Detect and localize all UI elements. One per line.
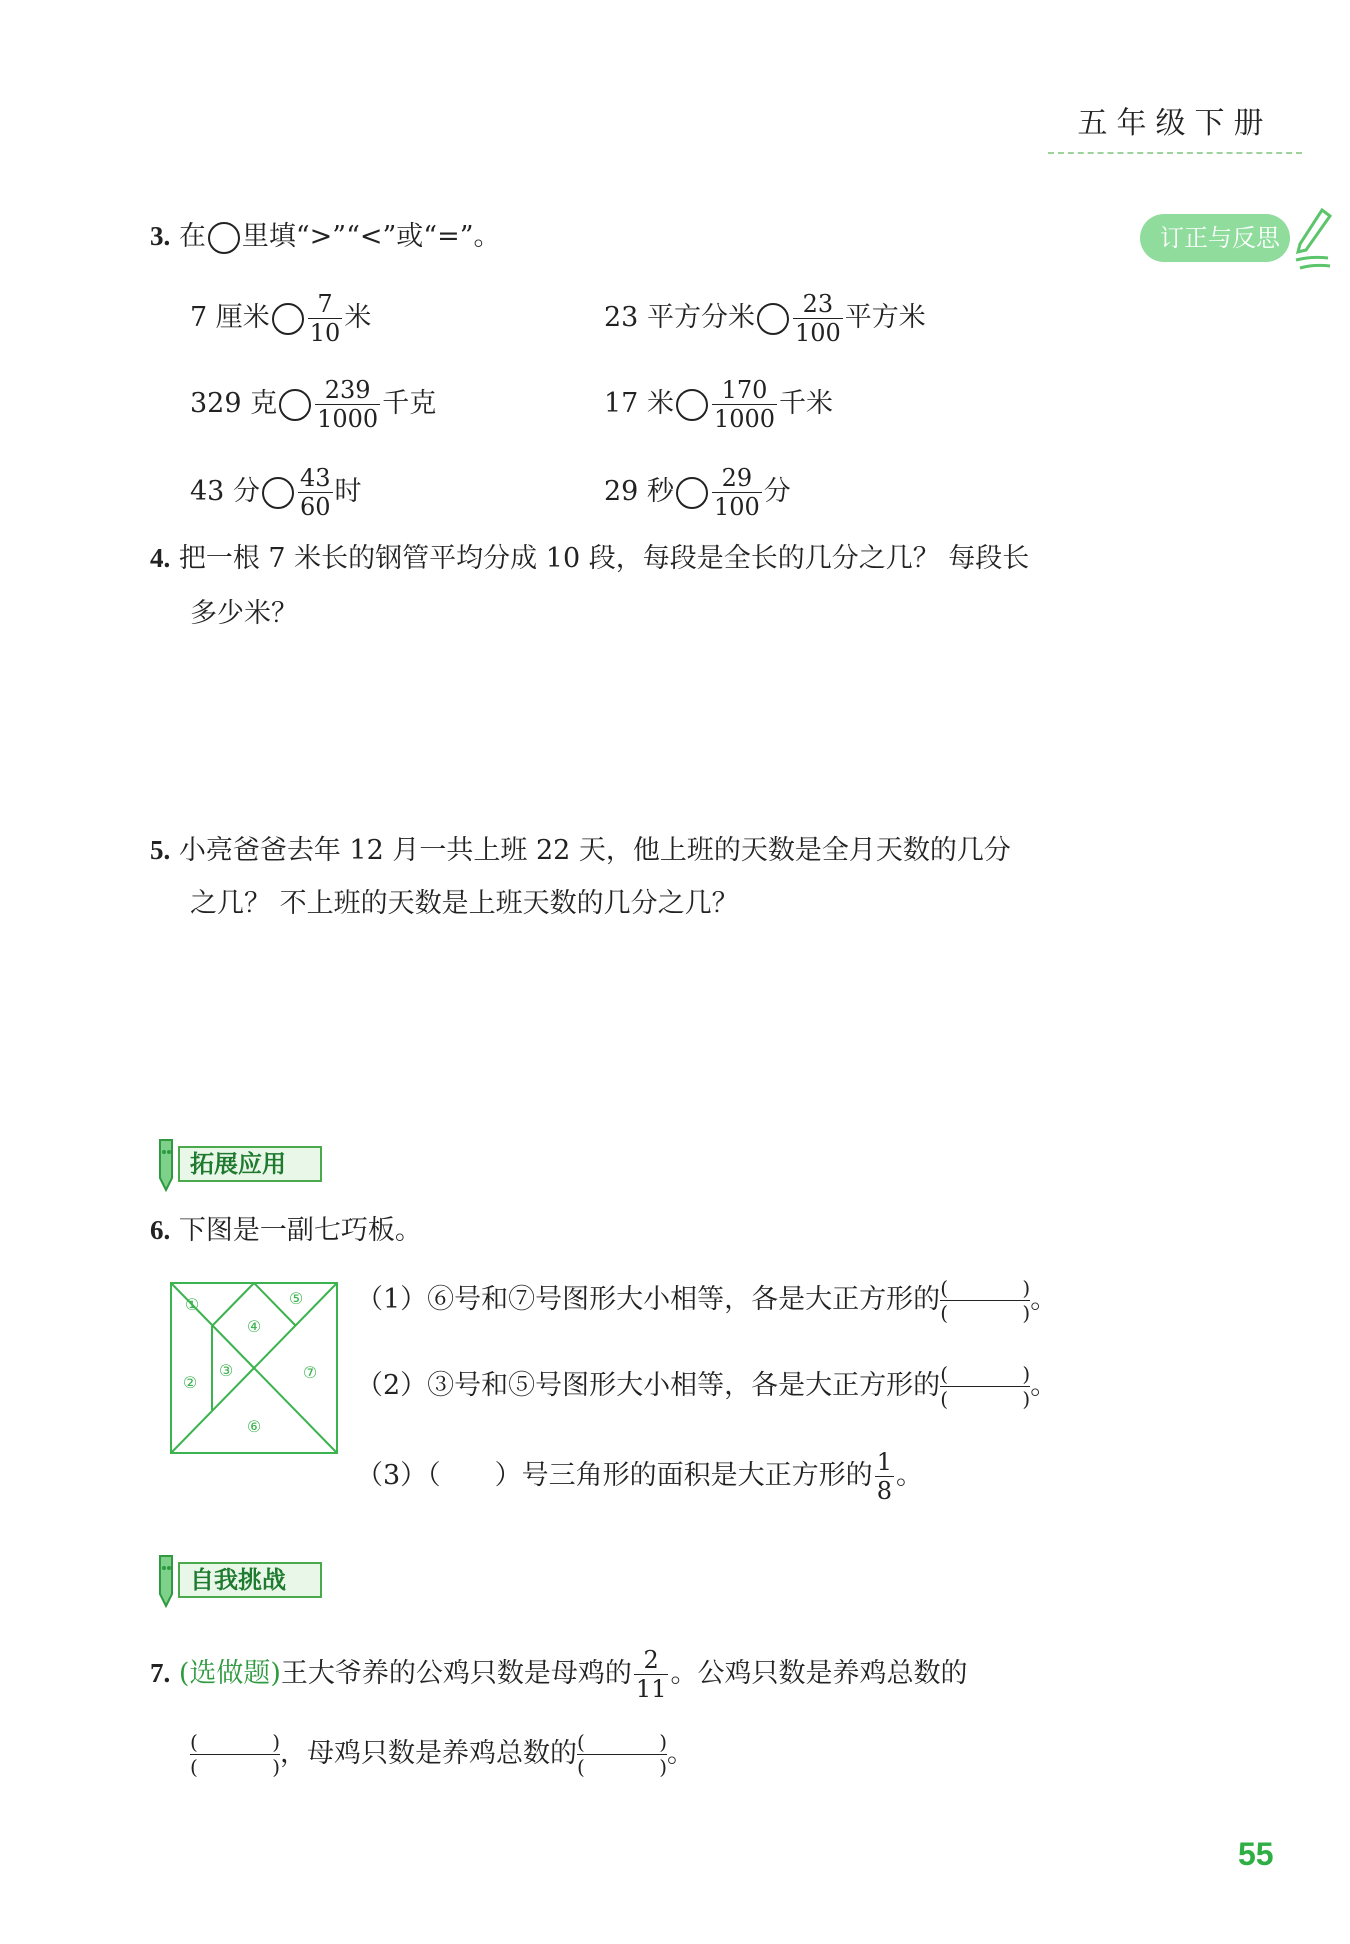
blank-fraction[interactable]: ( ) ( ) <box>940 1362 1031 1411</box>
question-6-part-2 <box>356 1362 1057 1411</box>
answer-area[interactable] <box>150 940 1110 1120</box>
fraction <box>308 290 343 347</box>
compare-item <box>190 376 436 433</box>
question-text: 小亮爸爸去年 12 月一共上班 22 天，他上班的天数是全月天数的几分 <box>178 835 1011 866</box>
tangram-label-7: ⑦ <box>302 1363 318 1382</box>
numerator: 23 <box>793 290 843 319</box>
correction-badge: 订正与反思 <box>1140 214 1290 262</box>
numerator: 170 <box>712 376 777 405</box>
question-number: 5. <box>150 835 171 865</box>
question-text: 在 <box>178 221 206 252</box>
fraction <box>634 1646 669 1703</box>
question-4-line2: 多少米？ <box>190 598 298 629</box>
compare-circle[interactable] <box>262 477 294 509</box>
fraction <box>875 1448 894 1505</box>
denominator: 60 <box>299 493 331 521</box>
answer-area[interactable] <box>150 650 1110 810</box>
question-text: ，母鸡只数是养鸡总数的 <box>280 1738 577 1769</box>
pencil-icon <box>150 1138 180 1194</box>
question-5 <box>150 830 1110 871</box>
question-number: 7. <box>150 1658 171 1688</box>
numerator: 239 <box>315 376 380 405</box>
pencil-icon <box>1292 206 1332 276</box>
compare-item <box>604 376 833 433</box>
fraction <box>315 376 380 433</box>
fraction <box>712 464 762 521</box>
question-text: 。公鸡只数是养鸡总数的 <box>670 1658 968 1689</box>
compare-left: 17 米 <box>604 388 674 419</box>
denominator: 8 <box>876 1477 892 1505</box>
question-text: 把一根 7 米长的钢管平均分成 10 段，每段是全长的几分之几？ 每段长 <box>178 543 1030 574</box>
page-number: 55 <box>1238 1836 1274 1872</box>
question-5-line2: 之几？ 不上班的天数是上班天数的几分之几？ <box>190 888 739 919</box>
unit: 分 <box>763 476 791 507</box>
compare-item <box>190 290 371 347</box>
unit: 平方米 <box>844 302 926 333</box>
tangram-label-1: ① <box>184 1295 200 1314</box>
unit: 时 <box>334 476 362 507</box>
question-3 <box>150 216 501 257</box>
compare-circle[interactable] <box>676 477 708 509</box>
question-4 <box>150 538 1110 579</box>
question-text: （1）⑥号和⑦号图形大小相等，各是大正方形的 <box>356 1284 941 1315</box>
fraction <box>298 464 333 521</box>
section-header-challenge <box>150 1560 322 1600</box>
tangram-diagram <box>170 1282 338 1454</box>
unit: 米 <box>344 302 372 333</box>
compare-item <box>604 464 791 521</box>
question-text: （2）③号和⑤号图形大小相等，各是大正方形的 <box>356 1370 941 1401</box>
question-6-part-3 <box>356 1448 923 1505</box>
question-7 <box>150 1646 1120 1703</box>
question-text: （3）（ ）号三角形的面积是大正方形的 <box>356 1460 873 1491</box>
compare-left: 23 平方分米 <box>604 302 755 333</box>
numerator: 1 <box>876 1448 892 1476</box>
denominator: 1000 <box>713 405 776 433</box>
compare-circle[interactable] <box>676 389 708 421</box>
unit: 千克 <box>382 388 437 419</box>
question-number: 6. <box>150 1215 171 1245</box>
compare-circle[interactable] <box>272 303 304 335</box>
question-6-part-1 <box>356 1276 1057 1325</box>
blank-fraction[interactable]: ( ) ( ) <box>190 1730 280 1779</box>
question-text: 里填“>”“<”或“=”。 <box>241 221 501 252</box>
punct: 。 <box>1030 1370 1058 1401</box>
tangram-label-5: ⑤ <box>288 1289 304 1308</box>
section-title: 拓展应用 <box>178 1146 322 1182</box>
denominator: 1000 <box>317 405 379 433</box>
denominator: 10 <box>309 319 341 347</box>
section-title: 自我挑战 <box>178 1562 322 1598</box>
compare-item <box>190 464 362 521</box>
tangram-label-2: ② <box>182 1373 198 1392</box>
question-number: 4. <box>150 543 171 573</box>
pencil-icon <box>150 1554 180 1610</box>
question-7-line2 <box>190 1730 694 1779</box>
punct: 。 <box>1030 1284 1058 1315</box>
compare-circle[interactable] <box>208 222 240 254</box>
compare-circle[interactable] <box>279 389 311 421</box>
punct: 。 <box>667 1738 694 1769</box>
question-text: 下图是一副七巧板。 <box>178 1215 422 1246</box>
blank-fraction[interactable]: ( ) ( ) <box>577 1730 667 1779</box>
denominator: 11 <box>635 1675 667 1703</box>
compare-left: 329 克 <box>190 388 278 419</box>
blank-fraction[interactable]: ( ) ( ) <box>940 1276 1031 1325</box>
tangram-label-6: ⑥ <box>246 1417 262 1436</box>
tangram-label-4: ④ <box>246 1317 262 1336</box>
grade-label: 五年级下册 <box>1048 96 1302 154</box>
compare-circle[interactable] <box>757 303 789 335</box>
tangram-label-3: ③ <box>218 1361 234 1380</box>
denominator: 100 <box>713 493 760 521</box>
compare-left: 7 厘米 <box>190 302 270 333</box>
question-number: 3. <box>150 221 171 251</box>
optional-tag: (选做题) <box>178 1658 281 1689</box>
question-text: 王大爷养的公鸡只数是母鸡的 <box>280 1658 632 1689</box>
fraction <box>793 290 843 347</box>
compare-left: 43 分 <box>190 476 260 507</box>
question-6 <box>150 1210 422 1251</box>
fraction <box>712 376 777 433</box>
denominator: 100 <box>794 319 841 347</box>
numerator: 7 <box>308 290 343 319</box>
compare-item <box>604 290 926 347</box>
numerator: 43 <box>299 464 331 492</box>
punct: 。 <box>895 1460 923 1491</box>
numerator: 2 <box>634 1646 669 1675</box>
unit: 千米 <box>779 388 834 419</box>
compare-left: 29 秒 <box>604 476 674 507</box>
section-header-expand <box>150 1144 322 1184</box>
numerator: 29 <box>712 464 762 493</box>
